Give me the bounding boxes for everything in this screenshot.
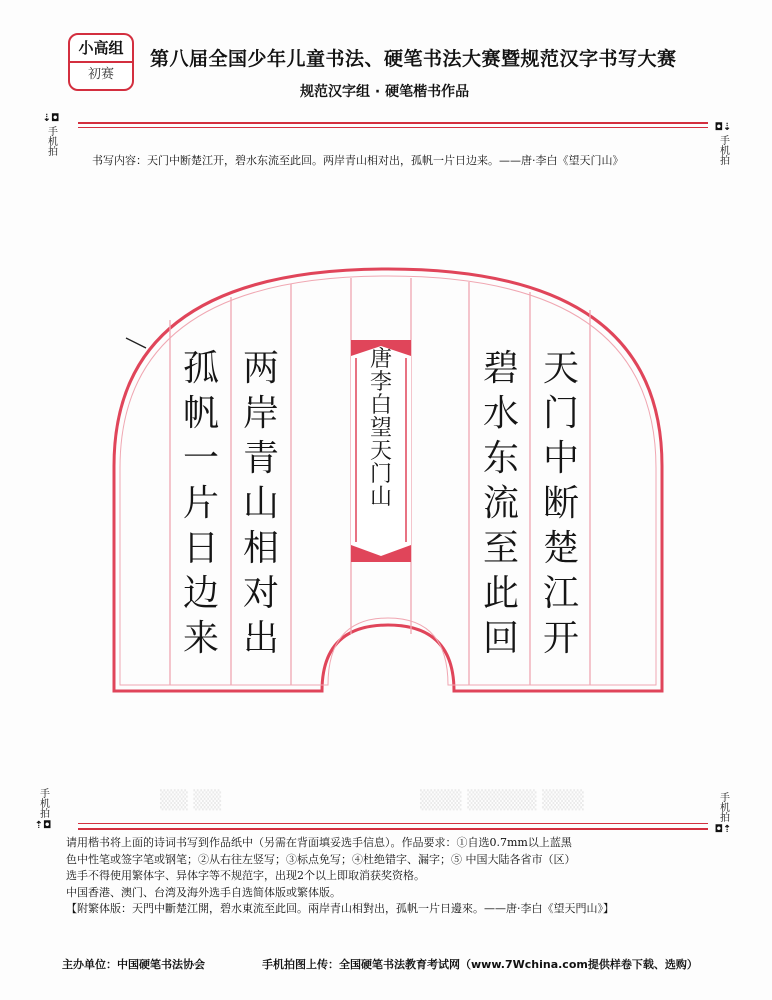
pen-mark [126, 338, 146, 348]
artwork-character: 两 [242, 348, 279, 389]
artwork-character: 东 [482, 438, 519, 479]
camera-arrow-icon: ◘⇣ [714, 122, 732, 133]
artwork-column-center [356, 348, 406, 509]
bottom-rule-2 [78, 828, 708, 830]
artwork-character: 江 [542, 573, 579, 614]
artwork-character: 帆 [182, 393, 219, 434]
artwork-character: 青 [242, 438, 279, 479]
artwork-character: 流 [482, 483, 519, 524]
artwork-character: 碧 [482, 348, 519, 389]
artwork-character: 日 [182, 528, 219, 569]
artwork-column-right-1 [532, 346, 590, 661]
instructions [66, 835, 696, 918]
stage-label: 初赛 [87, 67, 114, 82]
artwork-character: 断 [542, 483, 579, 524]
artwork-character: 至 [482, 528, 519, 569]
artwork-character: 开 [542, 618, 579, 659]
artwork-character: 孤 [182, 348, 219, 389]
bottom-rule-1 [78, 823, 708, 824]
artwork-character: 山 [242, 483, 279, 524]
artwork-character: 望 [369, 416, 392, 441]
photo-label-top-right: 手机拍 [717, 135, 729, 165]
writing-content: 书写内容：天门中断楚江开，碧水东流至此回。两岸青山相对出，孤帆一片日边来。——唐·李白《望天门山》 [92, 154, 624, 167]
group-label: 小高组 [70, 35, 132, 63]
artwork-character: 出 [242, 618, 279, 659]
camera-arrow-icon: ◘⇡ [714, 824, 732, 835]
camera-arrow-icon: ⇣◘ [42, 113, 60, 124]
photo-marker-bottom-left [32, 788, 54, 831]
instruction-line: 【附繁体版：天門中斷楚江開，碧水東流至此回。兩岸青山相對出，孤帆一片日邊來。——唐·李白《望天門山》】 [66, 902, 614, 915]
artwork-character: 白 [369, 393, 392, 418]
page-title: 第八届全国少年儿童书法、硬笔书法大赛暨规范汉字书写大赛 [150, 48, 677, 70]
photo-label-top-left: 手机拍 [45, 126, 57, 156]
show-through-mark: ▒▒▒ ▒▒▒▒▒ ▒▒▒ [420, 790, 584, 811]
artwork-character: 唐 [369, 347, 392, 372]
artwork-character: 回 [482, 618, 519, 659]
artwork-character: 李 [369, 370, 392, 395]
artwork-character: 门 [542, 393, 579, 434]
instruction-line: 请用楷书将上面的诗词书写到作品纸中（另需在背面填妥选手信息）。作品要求：①自选0.7mm以上蓝黑 [66, 836, 572, 849]
artwork-character: 相 [242, 528, 279, 569]
artwork-column-left-1 [172, 346, 230, 661]
artwork-character: 对 [242, 573, 279, 614]
artwork-character: 来 [182, 618, 219, 659]
artwork-character: 片 [182, 483, 219, 524]
artwork-character: 天 [542, 348, 579, 389]
artwork-character: 楚 [542, 528, 579, 569]
instruction-line: 中国香港、澳门、台湾及海外选手自选简体版或繁体版。 [66, 885, 341, 899]
photo-marker-bottom-right [710, 792, 736, 835]
upload-info: 手机拍图上传：全国硬笔书法教育考试网（www.7Wchina.com提供样卷下载、选购） [262, 958, 698, 971]
photo-label-bottom-left: 手机拍 [37, 788, 49, 818]
artwork-character: 一 [182, 438, 219, 479]
instruction-line: 色中性笔或签字笔或钢笔；②从右往左竖写；③标点免写；④杜绝错字、漏字；⑤ 中国大陆各省市（区） [66, 852, 576, 866]
artwork-character: 中 [542, 438, 579, 479]
artwork-column-right-2 [472, 346, 530, 661]
artwork-character: 此 [482, 573, 519, 614]
artwork-column-left-2 [232, 346, 290, 661]
page-subtitle: 规范汉字组 · 硬笔楷书作品 [300, 84, 470, 100]
artwork-character: 水 [482, 393, 519, 434]
photo-label-bottom-right: 手机拍 [717, 792, 729, 822]
show-through-mark: ▒▒ ▒▒ [160, 790, 222, 811]
organizer: 主办单位：中国硬笔书法协会 [62, 958, 205, 971]
artwork-character: 岸 [242, 393, 279, 434]
artwork-character: 边 [182, 573, 219, 614]
instruction-line: 选手不得使用繁体字、异体字等不规范字，出现2个以上即取消获奖资格。 [66, 869, 425, 882]
camera-arrow-icon: ⇡◘ [34, 820, 52, 831]
artwork-character: 门 [369, 462, 392, 487]
artwork-character: 山 [369, 485, 392, 510]
artwork-character: 天 [369, 439, 392, 464]
